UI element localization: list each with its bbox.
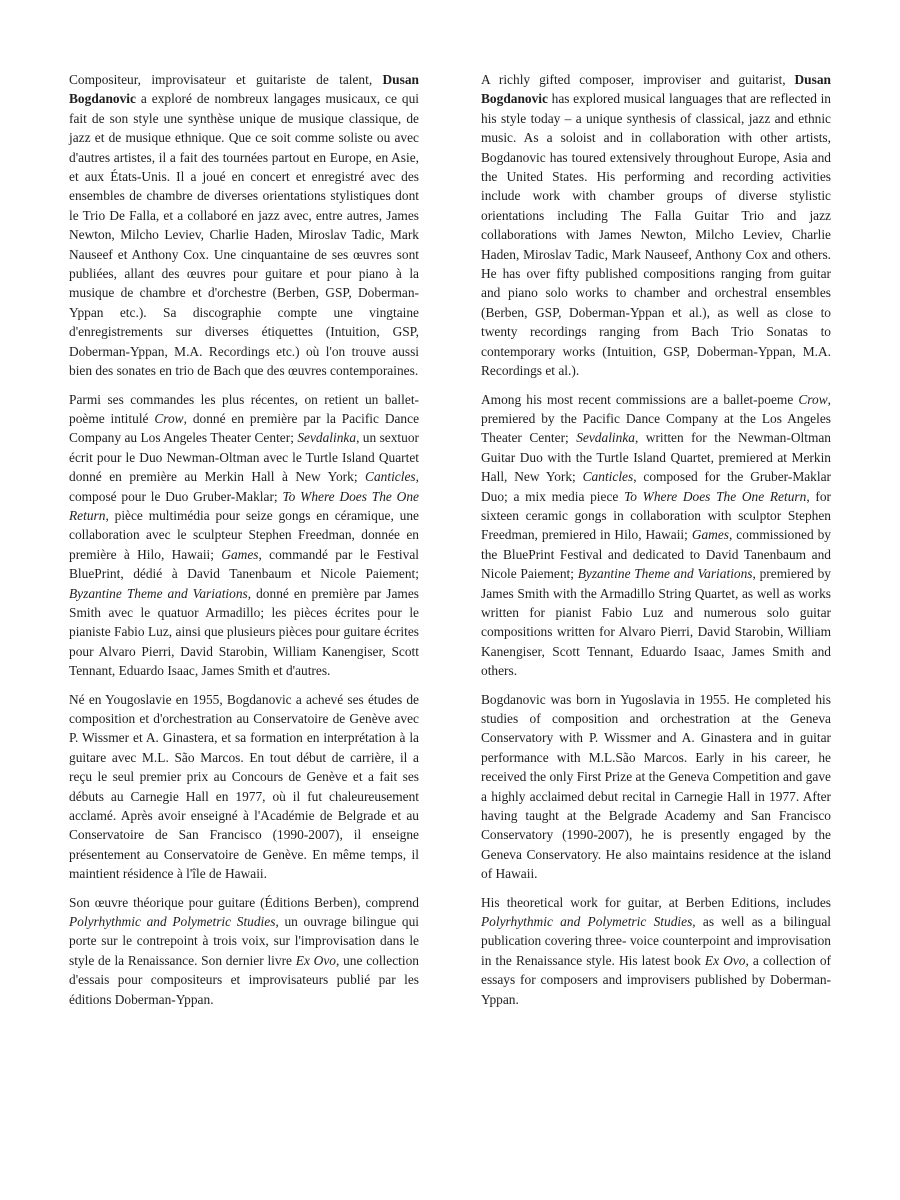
work-title: Games <box>691 527 730 543</box>
english-paragraph-2: Among his most recent commissions are a ballet-poeme Crow, premiered by the Pacific Dance Company at the Los Angeles Theater Center; Sevdalinka, written for the Newman-Oltman Guitar Duo with the Turtle Island Quartet, premiered at Merkin Hall, New York; Canticles, composed for the Gruber-Maklar Duo; a mix media piece To Where Does The One Return, for sixteen ceramic gongs in collaboration with sculptor Stephen Freedman, premiered in Hilo, Hawaii; Games, commissioned by the BluePrint Festival and dedicated to David Tanenbaum and Nicole Paiement; Byzantine Theme and Variations, premiered by James Smith with the Armadillo String Quartet, as well as works written for pianist Fabio Luz and numerous solo guitar compositions written for Alvaro Pierri, David Starobin, William Kanengiser, Scott Tennant, Eduardo Isaac, James Smith and others. <box>481 391 831 679</box>
french-paragraph-4: Son œuvre théorique pour guitare (Éditions Berben), comprend Polyrhythmic and Polymetric Studies, un ouvrage bilingue qui porte sur le contrepoint à trois voix, sur l'improvisation dans le style de la Renaissance. Son dernier livre Ex Ovo, une collection d'essais pour compositeurs et improvisateurs publié par les éditions Doberman-Yppan. <box>69 894 419 1007</box>
work-title: To Where Does The One Return <box>624 488 807 504</box>
work-title: Games <box>221 546 259 562</box>
work-title: Sevdalinka <box>297 430 357 446</box>
work-title: Canticles <box>582 469 634 485</box>
french-paragraph-2: Parmi ses commandes les plus récentes, on retient un ballet-poème intitulé Crow, donné en première par la Pacific Dance Company au Los Angeles Theater Center; Sevdalinka, un sextuor écrit pour le Duo Newman-Oltman avec le Turtle Island Quartet donné en première au Merkin Hall à New York; Canticles, composé pour le Duo Gruber-Maklar; To Where Does The One Return, pièce multimédia pour seize gongs en céramique, une collaboration avec le sculpteur Stephen Freedman, donnée en première à Hilo, Hawaii; Games, commandé par le Festival BluePrint, dédié à David Tanenbaum et Nicole Paiement; Byzantine Theme and Variations, donné en première par James Smith avec le quatuor Armadillo; les pièces écrites pour le pianiste Fabio Luz, ainsi que plusieurs pièces pour guitare écrites pour Alvaro Pierri, David Starobin, William Kanengiser, Scott Tennant, Eduardo Isaac, James Smith et d'autres. <box>69 391 420 679</box>
work-title: Crow <box>798 391 828 407</box>
bold-name: Dusan Bogdanovic <box>69 72 419 107</box>
english-column <box>481 70 831 1018</box>
french-paragraph-1: Compositeur, improvisateur et guitariste de talent, Dusan Bogdanovic a exploré de nombreux langages musicaux, ce qui fait de son style une synthèse unique de musique classique, de jazz et de musique ethnique. Que ce soit comme soliste ou avec d'autres artistes, il a fait des tournées partout en Europe, en Asie, et aux États-Unis. Il a joué en concert et enregistré avec des ensembles de chambre de diverses orientations stylistiques dont le Trio De Falla, et a collaboré en jazz avec, entre autres, James Newton, Milcho Leviev, Charlie Haden, Miroslav Tadic, Mark Nauseef et Anthony Cox. Une cinquantaine de ses œuvres sont publiées, allant des œuvres pour guitare et pour piano à la musique de chambre et d'orchestre (Berben, GSP, Doberman-Yppan etc.). Sa discographie compte une vingtaine d'enregistrements sur diverses étiquettes (Intuition, GSP, Doberman-Yppan, M.A. Recordings etc.) où l'on trouve aussi bien des sonates en trio de Bach que des œuvres contemporaines. <box>69 72 419 379</box>
work-title: Ex Ovo <box>704 952 746 968</box>
work-title: Polyrhythmic and Polymetric Studies <box>481 914 693 930</box>
work-title: Byzantine Theme and Variations <box>577 566 753 582</box>
bold-name: Dusan Bogdanovic <box>481 72 831 107</box>
work-title: Ex Ovo <box>295 952 336 968</box>
work-title: Sevdalinka <box>576 430 635 446</box>
work-title: Polyrhythmic and Polymetric Studies <box>69 914 276 930</box>
french-column <box>69 70 419 1018</box>
french-paragraph-3: Né en Yougoslavie en 1955, Bogdanovic a achevé ses études de composition et d'orchestration au Conservatoire de Genève avec P. Wissmer et A. Ginastera, et sa formation en interprétation à la guitare avec M.L. São Marcos. En tout début de carrière, il a reçu le seul premier prix au Concours de Genève et a fait ses débuts au Carnegie Hall en 1977, où il fut chaleureusement acclamé. Après avoir enseigné à l'Académie de Belgrade et au Conservatoire de San Francisco (1990-2007), il enseigne présentement au Conservatoire de Genève. En même temps, il maintient résidence à l'île de Hawaii. <box>69 691 419 882</box>
work-title: Crow <box>154 410 184 426</box>
work-title: Byzantine Theme and Variations <box>69 585 248 601</box>
work-title: To Where Does The One Return <box>69 488 419 523</box>
english-paragraph-1: A richly gifted composer, improviser and guitarist, Dusan Bogdanovic has explored musical languages that are reflected in his style today – a unique synthesis of classical, jazz and ethnic music. As a soloist and in collaboration with other artists, Bogdanovic has toured extensively throughout Europe, Asia and the United States. His performing and recording activities include work with chamber groups of diverse stylistic orientations including The Falla Guitar Trio and jazz collaborations with James Newton, Milcho Leviev, Charlie Haden, Miroslav Tadic, Mark Nauseef, Anthony Cox and others. He has over fifty published compositions ranging from guitar and piano solo works to chamber and orchestral ensembles (Berben, GSP, Doberman-Yppan et al.), as well as close to twenty recordings ranging from Bach Trio Sonatas to contemporary works (Intuition, GSP, Doberman-Yppan, M.A. Recordings et al.). <box>481 72 831 379</box>
english-paragraph-3: Bogdanovic was born in Yugoslavia in 1955. He completed his studies of composition and orchestration at the Geneva Conservatory with P. Wissmer and A. Ginastera and in guitar performance with M.L.São Marcos. Early in his career, he received the only First Prize at the Geneva Competition and gave a highly acclaimed debut recital in Carnegie Hall in 1977. After having taught at the Belgrade Academy and San Francisco Conservatory (1990-2007), he is presently engaged by the Geneva Conservatory. He also maintains residence at the island of Hawaii. <box>481 691 831 882</box>
work-title: Canticles <box>365 469 416 485</box>
english-paragraph-4: His theoretical work for guitar, at Berben Editions, includes Polyrhythmic and Polymetric Studies, as well as a bilingual publication covering three- voice counterpoint and improvisation in the Renaissance style. His latest book Ex Ovo, a collection of essays for composers and improvisers published by Doberman-Yppan. <box>481 894 831 1007</box>
